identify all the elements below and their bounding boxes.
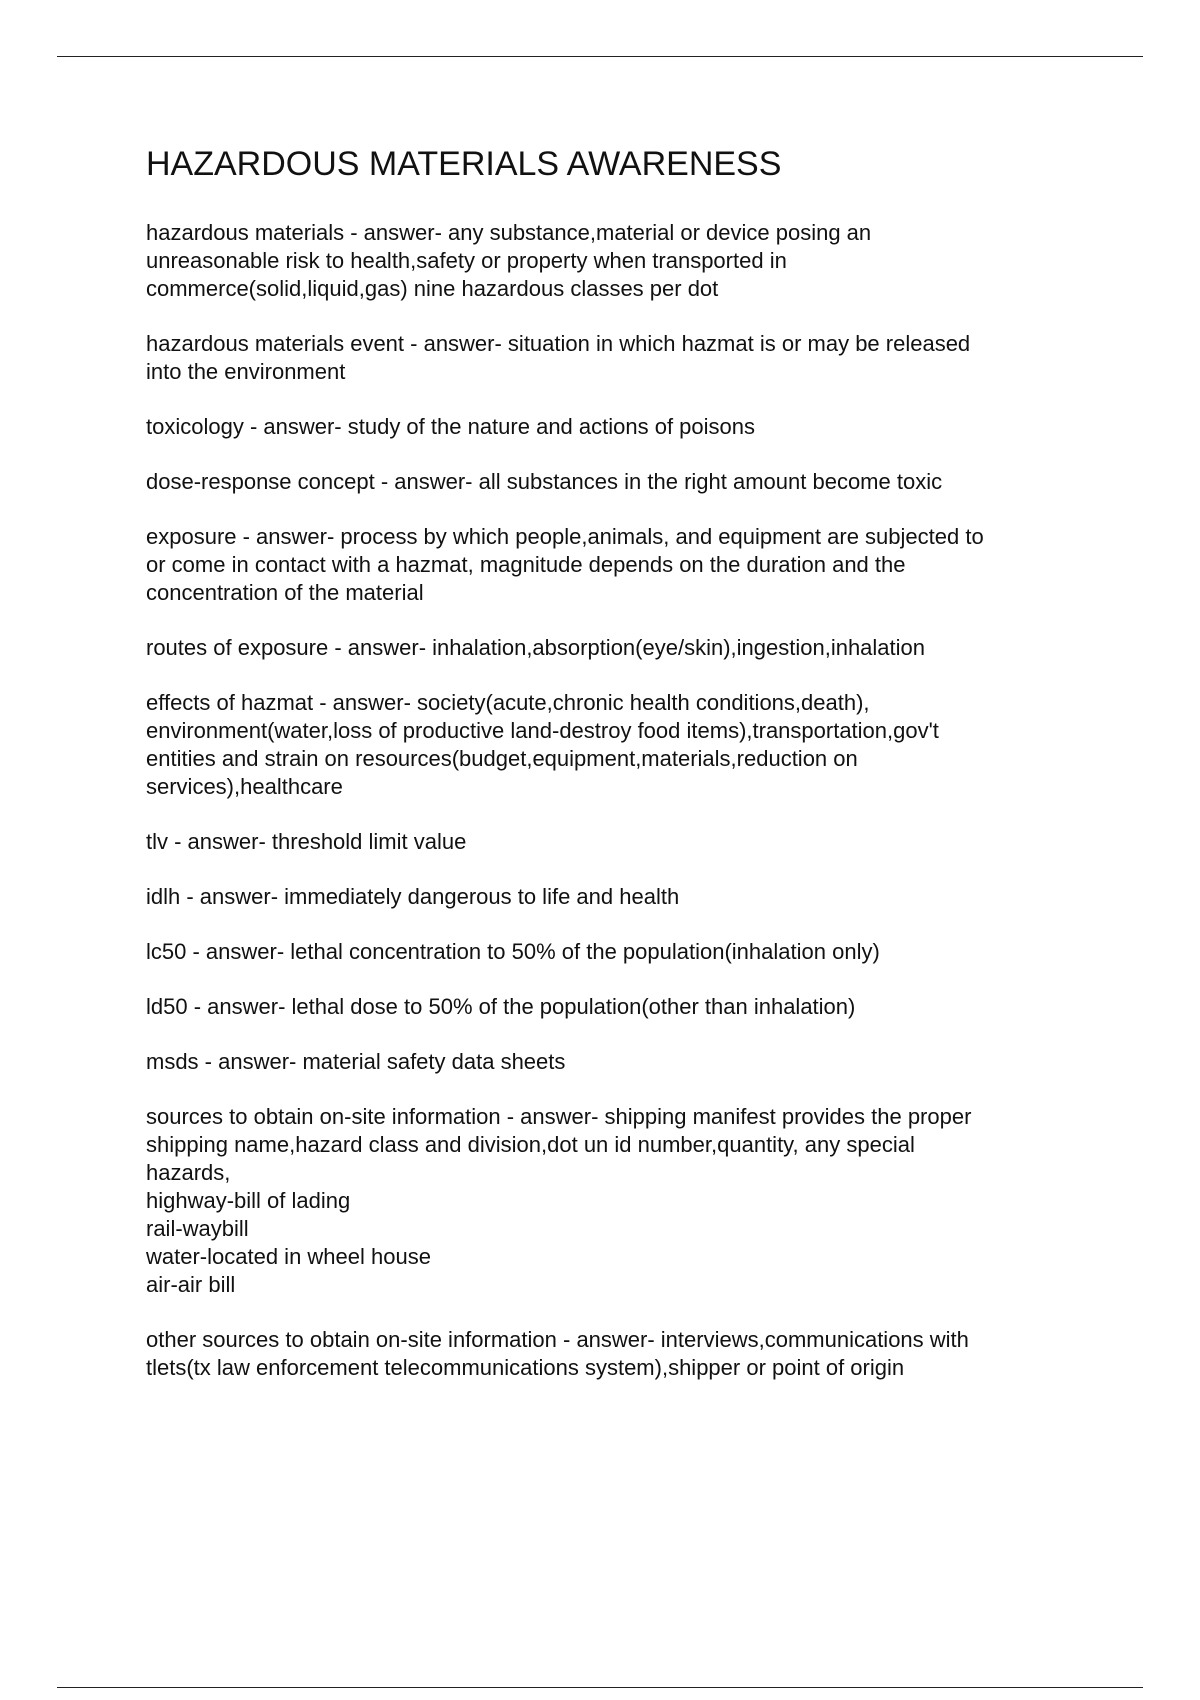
entry-lc50: lc50 - answer- lethal concentration to 50% of the population(inhalation only) <box>146 939 880 964</box>
entry-hazardous-materials-event: hazardous materials event - answer- situation in which hazmat is or may be released into the environment <box>146 331 971 384</box>
entry-other-sources-on-site-information: other sources to obtain on-site information - answer- interviews,communications with tlets(tx law enforcement telecommunications system),shipper or point of origin <box>146 1327 969 1380</box>
document-body <box>146 142 1086 1409</box>
entry-hazardous-materials: hazardous materials - answer- any substance,material or device posing an unreasonable risk to health,safety or property when transported in commerce(solid,liquid,gas) nine hazardous classes per dot <box>146 220 872 301</box>
entry-msds: msds - answer- material safety data sheets <box>146 1049 566 1074</box>
entry-exposure: exposure - answer- process by which people,animals, and equipment are subjected to or come in contact with a hazmat, magnitude depends on the duration and the concentration of the material <box>146 524 984 605</box>
entry-dose-response-concept: dose-response concept - answer- all substances in the right amount become toxic <box>146 469 943 494</box>
bottom-divider <box>57 1687 1143 1688</box>
top-divider <box>57 56 1143 57</box>
entry-sources-on-site-information: sources to obtain on-site information - answer- shipping manifest provides the proper shipping name,hazard class and division,dot un id number,quantity, any special hazards, highway-bill of lading rail-waybill water-located in wheel house air-air bill <box>146 1104 972 1297</box>
entry-idlh: idlh - answer- immediately dangerous to life and health <box>146 884 680 909</box>
entry-routes-of-exposure: routes of exposure - answer- inhalation,absorption(eye/skin),ingestion,inhalation <box>146 635 926 660</box>
entry-tlv: tlv - answer- threshold limit value <box>146 829 467 854</box>
entry-ld50: ld50 - answer- lethal dose to 50% of the population(other than inhalation) <box>146 994 856 1019</box>
document-title: HAZARDOUS MATERIALS AWARENESS <box>146 145 782 183</box>
entry-toxicology: toxicology - answer- study of the nature and actions of poisons <box>146 414 756 439</box>
entry-effects-of-hazmat: effects of hazmat - answer- society(acute,chronic health conditions,death), environment(water,loss of productive land-destroy food items),transportation,gov't entities and strain on resources(budget,equipment,materials,reduction on services),healthcare <box>146 690 939 799</box>
